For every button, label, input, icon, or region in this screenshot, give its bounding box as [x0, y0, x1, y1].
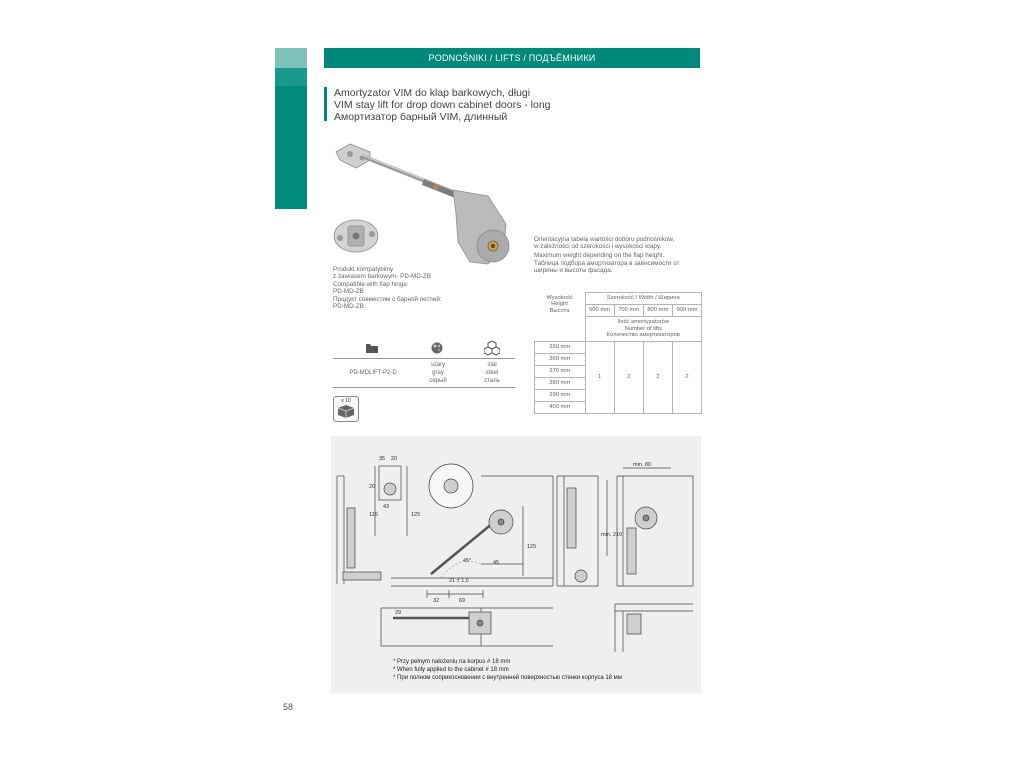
material-ru: сталь: [484, 378, 500, 384]
count-600: 1: [585, 342, 614, 414]
count-header: Ilość amortyzatorów Number of lifts Количество амортизаторов: [585, 317, 702, 342]
product-title-en: VIM stay lift for drop down cabinet doors - long: [334, 99, 551, 111]
spec-table-top-rule: [333, 358, 515, 359]
color-palette-icon: [430, 341, 444, 355]
dim-125-left: 125: [411, 512, 421, 518]
section-header-title: PODNOŚNIKI / LIFTS / ПОДЪЁМНИКИ: [428, 53, 596, 63]
height-row-360: 360 mm: [535, 354, 586, 366]
dim-45: 45: [493, 560, 500, 566]
dim-32: 32: [433, 598, 440, 604]
dim-min-80: min. 80: [633, 462, 652, 468]
material-pl: stal: [487, 362, 497, 368]
folder-icon: [365, 342, 379, 354]
dim-20-side: 20: [369, 484, 376, 490]
dim-69: 69: [459, 598, 466, 604]
count-800: 2: [643, 342, 672, 414]
hinge-photo: [330, 212, 382, 258]
selection-table: [534, 292, 702, 414]
dim-35: 35: [379, 456, 386, 462]
selection-desc-ru-1: Таблица подбора амортизатора в зависимости от: [534, 260, 680, 267]
selection-desc-pl-2: w zależności od szerokości i wysokości klapy.: [534, 243, 662, 250]
drawing-note-pl: * Przy pełnym nałożeniu na korpus # 18 mm: [393, 659, 511, 665]
height-row-370: 370 mm: [535, 366, 586, 378]
count-900: 2: [672, 342, 701, 414]
dim-20-top: 20: [391, 456, 398, 462]
side-accent-light: [275, 48, 307, 68]
compat-ru-1: Продукт совместим с барной петлей:: [333, 296, 442, 303]
width-header: Szerokość / Width / Ширина: [585, 293, 702, 305]
spec-table-bottom-rule: [333, 387, 515, 388]
drawing-note-ru: * При полном соприкосновении с внутренней поверхностью стенки корпуса 18 мм: [393, 675, 622, 681]
selection-desc-ru-2: ширины и высоты фасада.: [534, 267, 613, 274]
compat-pl-1: Produkt kompatybilny: [333, 266, 394, 273]
height-row-390: 390 mm: [535, 390, 586, 402]
color-ru: серый: [429, 378, 447, 384]
material-cubes-icon: [484, 340, 500, 356]
package-quantity-label: x 10: [341, 398, 351, 404]
technical-drawing-panel: [331, 436, 701, 693]
page-number: 58: [283, 702, 294, 712]
height-header: Wysokość Height Высота: [546, 294, 573, 314]
compat-en-2: PD-MD-ZB: [333, 288, 364, 295]
color-en: gray: [432, 370, 444, 376]
height-row-350: 350 mm: [535, 342, 586, 354]
width-900: 900 mm: [672, 305, 701, 317]
dim-29: 29: [395, 610, 402, 616]
drawing-note-en: * When fully applied to the cabinet # 18 mm: [393, 667, 509, 673]
width-700: 700 mm: [614, 305, 643, 317]
height-row-380: 380 mm: [535, 378, 586, 390]
dim-43: 43: [383, 504, 390, 510]
package-quantity-icon: [333, 396, 359, 422]
width-600: 600 mm: [585, 305, 614, 317]
dim-21: 21 ± 1,5: [449, 578, 469, 584]
height-row-400: 400 mm: [535, 402, 586, 414]
dim-min-210: min. 210: [601, 532, 623, 538]
compat-pl-2: z zawiasem barkowym- PD-MD-ZB: [333, 273, 431, 280]
selection-desc-pl-1: Orientacyjna tabela wartości doboru podnośników,: [534, 236, 675, 243]
technical-drawing: [331, 436, 701, 693]
side-accent-dark: [275, 86, 307, 209]
compat-ru-2: PD-MD-ZB: [333, 303, 364, 310]
color-pl: szary: [430, 362, 446, 368]
width-800: 800 mm: [643, 305, 672, 317]
compat-en-1: Compatible with flap hinge:: [333, 281, 409, 288]
dim-115: 115: [369, 512, 378, 518]
product-code: PD-MDLIFT-P2-D: [349, 370, 397, 376]
section-header: [324, 48, 700, 68]
selection-desc-en: Maximum weight depending on the flap height.: [534, 252, 665, 259]
product-title-ru: Амортизатор барный VIM, длинный: [334, 111, 508, 123]
box-icon: [335, 404, 357, 418]
product-title-pl: Amortyzator VIM do klap barkowych, długi: [334, 87, 531, 99]
count-700: 2: [614, 342, 643, 414]
title-accent-bar: [324, 87, 327, 121]
material-en: steel: [485, 370, 499, 376]
dim-45-deg: 45°: [463, 558, 472, 564]
side-accent-mid: [275, 68, 307, 86]
dim-125-right: 125: [527, 544, 537, 550]
